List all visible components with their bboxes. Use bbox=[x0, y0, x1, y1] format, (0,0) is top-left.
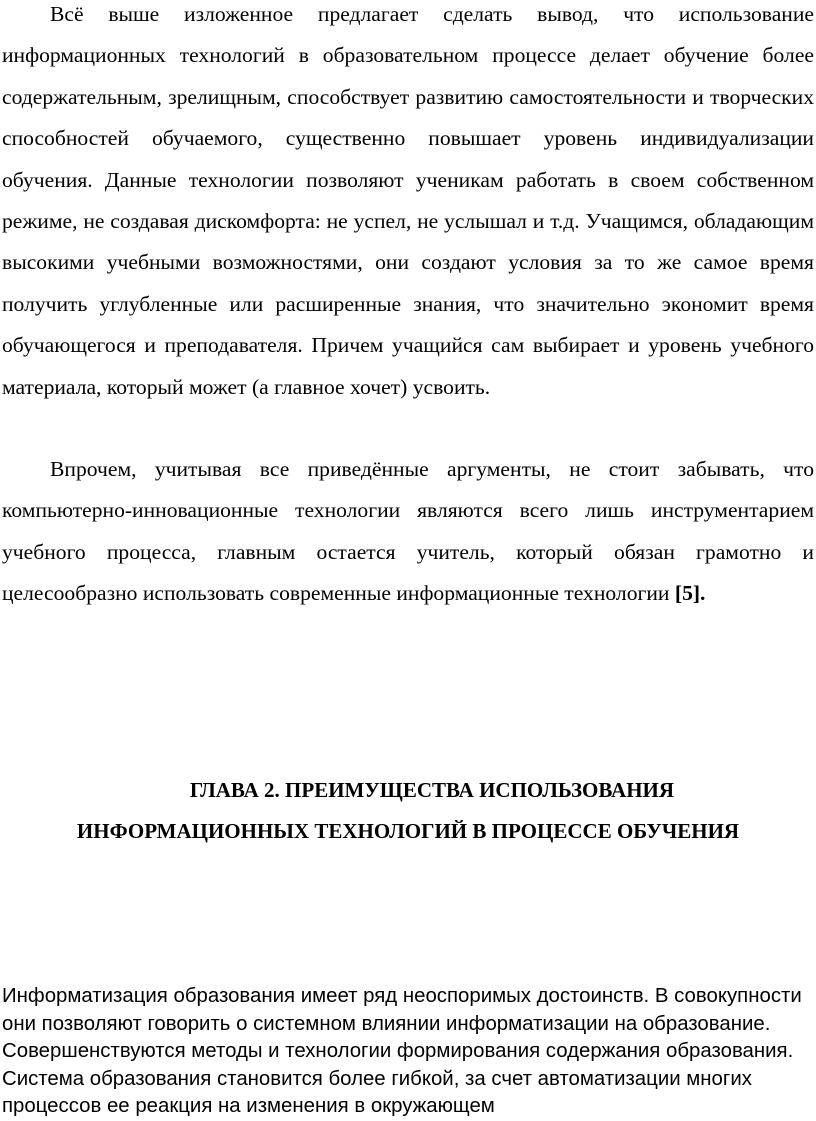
paragraph-informatization: Информатизация образования имеет ряд неоспоримых достоинств. В совокупности они позволяют говорить о системном влиянии информатизации на образование. Совершенствуются методы и технологии формирования содержания образования. Система образования становится более гибкой, за счет автоматизации многих процессов ее реакция на изменения в окружающем bbox=[2, 985, 802, 1118]
chapter-heading-line-1: ГЛАВА 2. ПРЕИМУЩЕСТВА ИСПОЛЬЗОВАНИЯ bbox=[189, 778, 675, 802]
chapter-heading bbox=[0, 770, 816, 852]
paragraph-conclusion: Всё выше изложенное предлагает сделать вывод, что использование информационных технологий в образовательном процессе делает обучение более содержательным, зрелищным, способствует развитию самостоятельности и творческих способностей обучаемого, существенно повышает уровень индивидуализации обучения. Данные технологии позволяют ученикам работать в своем собственном режиме, не создавая дискомфорта: не успел, не услышал и т.д. Учащимся, обладающим высокими учебными возможностями, они создают условия за то же самое время получить углубленные или расширенные знания, что значительно экономит время обучающегося и преподавателя. Причем учащийся сам выбирает и уровень учебного материала, который может (а главное хочет) усвоить. bbox=[2, 2, 814, 399]
paragraph-arguments bbox=[2, 449, 814, 615]
reference-citation: [5]. bbox=[674, 581, 706, 606]
chapter-heading-line-2: ИНФОРМАЦИОННЫХ ТЕХНОЛОГИЙ В ПРОЦЕССЕ ОБУЧЕНИЯ bbox=[76, 819, 740, 843]
paragraph-arguments-text: Впрочем, учитывая все приведённые аргументы, не стоит забывать, что компьютерно-инновационные технологии являются всего лишь инструментарием учебного процесса, главным остается учитель, который обязан грамотно и целесообразно использовать современные информационные технологии bbox=[2, 457, 814, 606]
